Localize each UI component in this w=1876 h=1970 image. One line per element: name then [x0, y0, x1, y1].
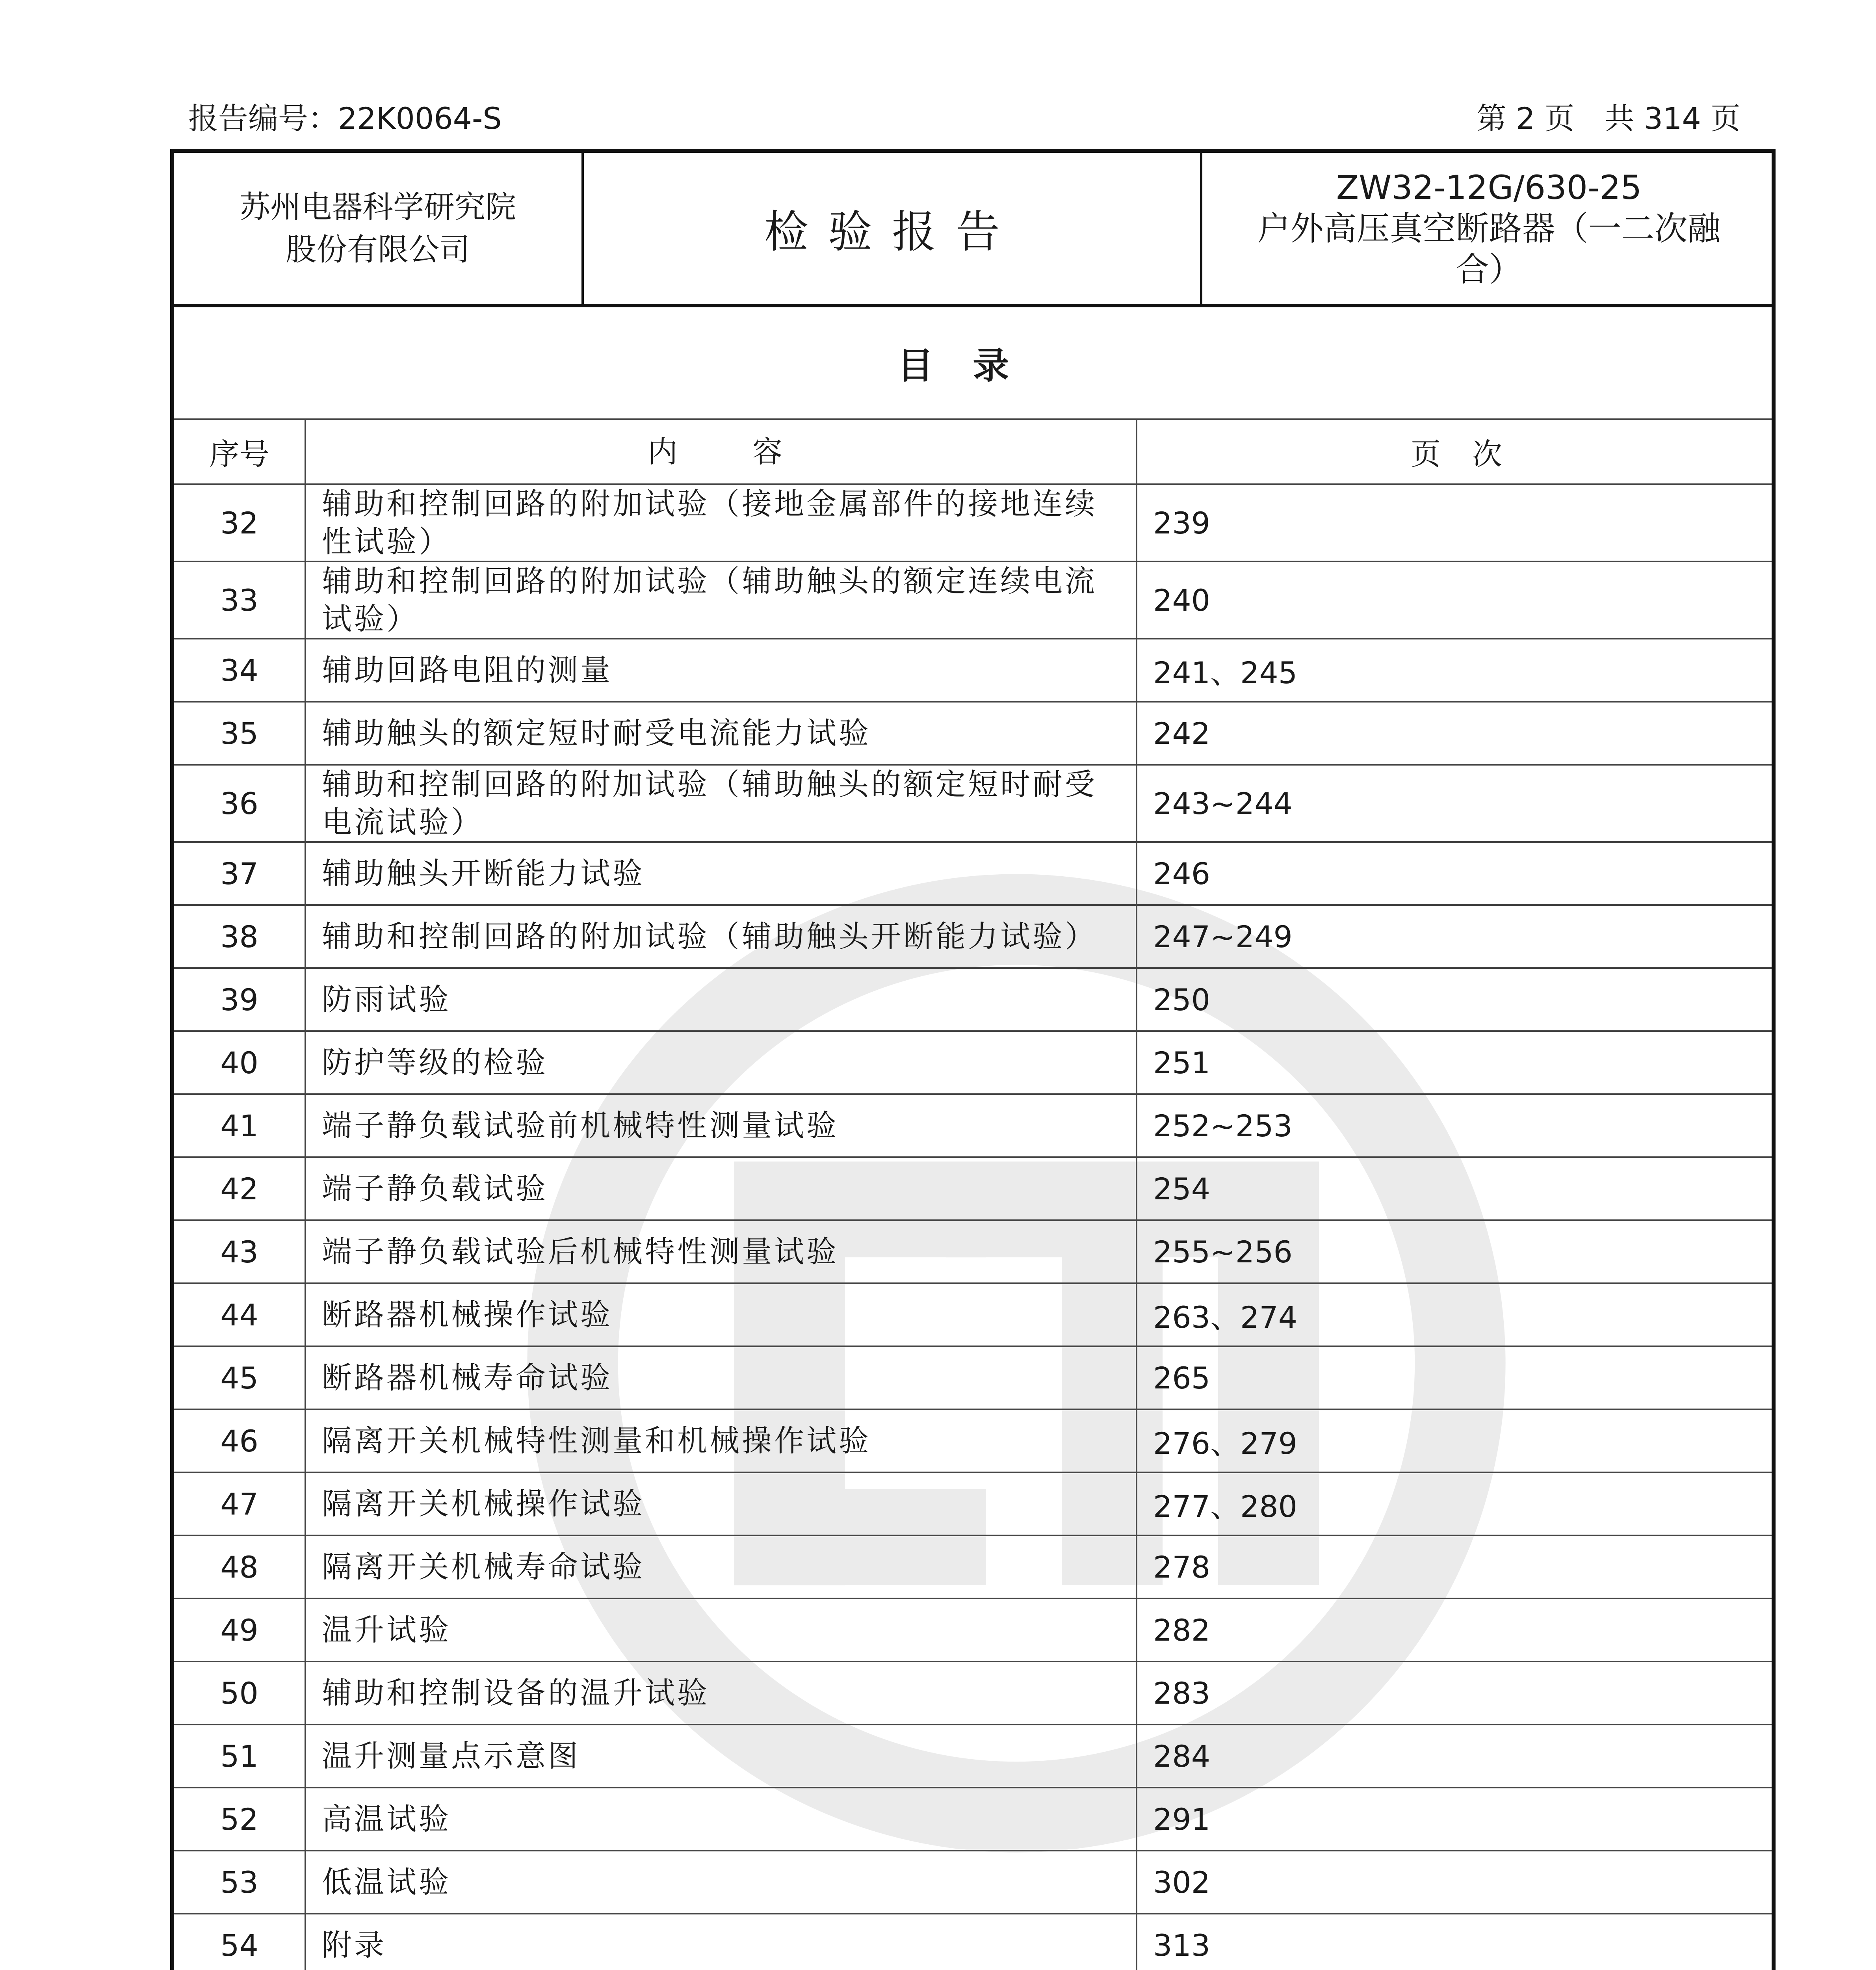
row-content: 辅助和控制设备的温升试验 [306, 1662, 1137, 1724]
row-page: 252~253 [1153, 1108, 1293, 1143]
row-number: 34 [174, 639, 306, 701]
product-model: ZW32-12G/630-25 [1336, 168, 1642, 207]
table-row [174, 1914, 1772, 1970]
table-row [174, 1347, 1772, 1410]
row-content: 辅助和控制回路的附加试验（辅助触头的额定连续电流试验） [306, 562, 1137, 638]
row-page: 241、245 [1153, 655, 1298, 690]
row-content: 端子静负载试验 [306, 1158, 1137, 1219]
table-row [174, 1095, 1772, 1158]
row-number: 52 [174, 1788, 306, 1850]
table-row [174, 1536, 1772, 1599]
table-row [174, 1221, 1772, 1284]
table-row [174, 1599, 1772, 1662]
row-page: 283 [1153, 1675, 1211, 1711]
row-content: 附录 [306, 1914, 1137, 1970]
toc-header-row [174, 420, 1772, 485]
row-number: 44 [174, 1284, 306, 1346]
row-page: 251 [1153, 1045, 1211, 1080]
table-row [174, 1662, 1772, 1725]
table-row [174, 639, 1772, 703]
row-page: 313 [1153, 1927, 1211, 1963]
org-line-2: 股份有限公司 [285, 232, 470, 268]
organization-name [174, 153, 584, 304]
row-content: 端子静负载试验前机械特性测量试验 [306, 1095, 1137, 1156]
row-number: 48 [174, 1536, 306, 1598]
row-content: 温升试验 [306, 1599, 1137, 1661]
row-page: 243~244 [1153, 786, 1293, 821]
row-page: 278 [1153, 1549, 1211, 1585]
row-content: 辅助和控制回路的附加试验（接地金属部件的接地连续性试验） [306, 485, 1137, 561]
report-meta-line [188, 91, 1740, 138]
row-number: 36 [174, 766, 306, 841]
header-page: 页次 [1411, 437, 1534, 472]
row-number: 45 [174, 1347, 306, 1409]
row-content: 辅助触头的额定短时耐受电流能力试验 [306, 703, 1137, 764]
row-content: 断路器机械操作试验 [306, 1284, 1137, 1346]
row-content: 温升测量点示意图 [306, 1725, 1137, 1787]
table-row [174, 1032, 1772, 1095]
row-page: 254 [1153, 1171, 1211, 1206]
row-page: 265 [1153, 1360, 1211, 1396]
table-row [174, 843, 1772, 906]
row-content: 隔离开关机械寿命试验 [306, 1536, 1137, 1598]
table-row [174, 703, 1772, 766]
row-number: 42 [174, 1158, 306, 1219]
row-content: 断路器机械寿命试验 [306, 1347, 1137, 1409]
row-content: 防护等级的检验 [306, 1032, 1137, 1093]
report-number: 报告编号：22K0064-S [188, 101, 502, 136]
row-page: 242 [1153, 716, 1211, 751]
row-page: 240 [1153, 582, 1211, 618]
table-row [174, 906, 1772, 969]
report-title: 检验报告 [584, 153, 1202, 304]
row-page: 263、274 [1153, 1299, 1298, 1335]
row-page: 276、279 [1153, 1425, 1298, 1461]
table-row [174, 969, 1772, 1032]
row-page: 239 [1153, 505, 1211, 541]
table-row [174, 1284, 1772, 1347]
toc-heading: 目录 [174, 307, 1772, 420]
row-number: 37 [174, 843, 306, 904]
table-row [174, 766, 1772, 843]
row-page: 246 [1153, 856, 1211, 891]
report-header-block [174, 153, 1772, 307]
row-content: 端子静负载试验后机械特性测量试验 [306, 1221, 1137, 1282]
table-row [174, 1725, 1772, 1788]
row-number: 49 [174, 1599, 306, 1661]
report-frame [170, 149, 1776, 1970]
row-number: 47 [174, 1473, 306, 1535]
row-content: 辅助触头开断能力试验 [306, 843, 1137, 904]
row-number: 38 [174, 906, 306, 967]
page-info: 第 2 页 共 314 页 [1476, 101, 1740, 136]
row-number: 43 [174, 1221, 306, 1282]
row-content: 辅助和控制回路的附加试验（辅助触头开断能力试验） [306, 906, 1137, 967]
row-content: 隔离开关机械操作试验 [306, 1473, 1137, 1535]
product-name-line-2: 合） [1456, 250, 1522, 289]
table-row [174, 1788, 1772, 1851]
product-name-line-1: 户外高压真空断路器（一二次融 [1257, 209, 1721, 248]
row-number: 54 [174, 1914, 306, 1970]
row-content: 辅助和控制回路的附加试验（辅助触头的额定短时耐受电流试验） [306, 766, 1137, 841]
row-content: 隔离开关机械特性测量和机械操作试验 [306, 1410, 1137, 1472]
header-no: 序号 [174, 420, 306, 483]
row-page: 302 [1153, 1864, 1211, 1900]
table-row [174, 1158, 1772, 1221]
row-number: 35 [174, 703, 306, 764]
row-content: 辅助回路电阻的测量 [306, 639, 1137, 701]
row-number: 50 [174, 1662, 306, 1724]
table-row [174, 1851, 1772, 1914]
row-number: 40 [174, 1032, 306, 1093]
org-line-1: 苏州电器科学研究院 [239, 189, 516, 225]
row-content: 防雨试验 [306, 969, 1137, 1030]
row-content: 高温试验 [306, 1788, 1137, 1850]
row-page: 284 [1153, 1738, 1211, 1774]
row-page: 282 [1153, 1612, 1211, 1648]
product-description [1202, 153, 1776, 304]
row-page: 250 [1153, 982, 1211, 1017]
table-row [174, 1473, 1772, 1536]
row-number: 41 [174, 1095, 306, 1156]
row-number: 53 [174, 1851, 306, 1913]
row-content: 低温试验 [306, 1851, 1137, 1913]
header-content: 内容 [306, 420, 1137, 483]
row-page: 247~249 [1153, 919, 1293, 954]
table-row [174, 562, 1772, 639]
row-page: 277、280 [1153, 1489, 1298, 1524]
row-number: 32 [174, 485, 306, 561]
row-number: 39 [174, 969, 306, 1030]
table-row [174, 1410, 1772, 1473]
row-number: 51 [174, 1725, 306, 1787]
toc-table [174, 420, 1772, 1970]
row-page: 255~256 [1153, 1234, 1293, 1269]
row-number: 46 [174, 1410, 306, 1472]
table-row [174, 485, 1772, 562]
row-number: 33 [174, 562, 306, 638]
row-page: 291 [1153, 1801, 1211, 1837]
